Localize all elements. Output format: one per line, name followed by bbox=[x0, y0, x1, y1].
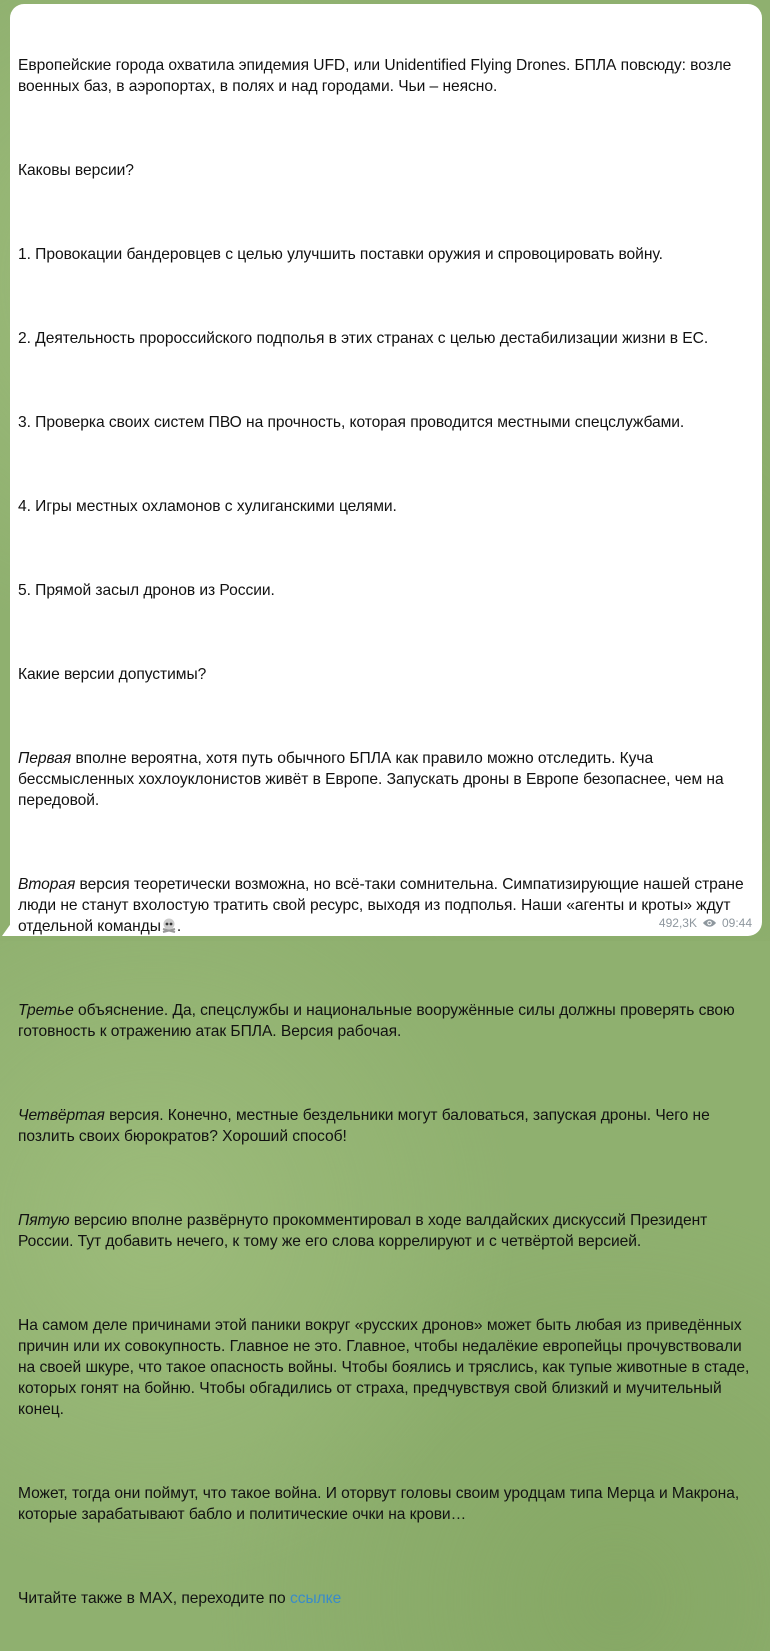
paragraph-tail: . bbox=[176, 918, 182, 935]
paragraph bbox=[18, 412, 752, 433]
message-text bbox=[18, 13, 752, 1651]
paragraph bbox=[18, 1588, 752, 1609]
message-bubble bbox=[10, 4, 762, 1607]
paragraph bbox=[18, 1105, 752, 1147]
paragraph-text: 2. Деятельность пророссийского подполья в этих странах с целью дестабилизации жизни в ЕС. bbox=[18, 330, 709, 347]
paragraph bbox=[18, 160, 752, 181]
italic-lead: Вторая bbox=[18, 876, 76, 893]
paragraph-text: версия. Конечно, местные бездельники могут баловаться, запуская дроны. Чего не позлить своих бюрократов? Хороший способ! bbox=[18, 1107, 714, 1145]
paragraph bbox=[18, 1000, 752, 1042]
paragraph-text: версия теоретически возможна, но всё-таки сомнительна. Симпатизирующие нашей стране люди не станут вхолостую тратить свой ресурс, выходя из подполья. Наши «агенты и кроты» ждут отдельной команды bbox=[18, 876, 748, 935]
paragraph-text: Европейские города охватила эпидемия UFD, или Unidentified Flying Drones. БПЛА повсюду: возле военных баз, в аэропортах, в полях и над городами. Чьи – неясно. bbox=[18, 57, 736, 95]
paragraph bbox=[18, 328, 752, 349]
paragraph-text: 1. Провокации бандеровцев с целью улучшить поставки оружия и спровоцировать войну. bbox=[18, 246, 663, 263]
paragraph bbox=[18, 55, 752, 97]
skull-crossbones-icon bbox=[161, 917, 177, 933]
paragraph bbox=[18, 874, 752, 937]
paragraph bbox=[18, 496, 752, 517]
paragraph bbox=[18, 1210, 752, 1252]
paragraph bbox=[18, 244, 752, 265]
paragraph-text: версию вполне развёрнуто прокомментировал в ходе валдайских дискуссий Президент России. Тут добавить нечего, к тому же его слова коррелируют и с четвёртой версией. bbox=[18, 1212, 712, 1250]
message-time: 09:44 bbox=[721, 916, 752, 930]
italic-lead: Пятую bbox=[18, 1212, 70, 1229]
paragraph-text: 3. Проверка своих систем ПВО на прочность, которая проводится местными спецслужбами. bbox=[18, 414, 685, 431]
paragraph-text: Читайте также в MAX, переходите по bbox=[18, 1590, 290, 1607]
eye-icon bbox=[702, 918, 717, 928]
paragraph bbox=[18, 748, 752, 811]
italic-lead: Первая bbox=[18, 750, 72, 767]
italic-lead: Четвёртая bbox=[18, 1107, 105, 1124]
read-more-link[interactable]: ссылке bbox=[289, 1590, 342, 1607]
views-count: 492,3K bbox=[658, 916, 697, 930]
paragraph-text: 5. Прямой засыл дронов из России. bbox=[18, 582, 275, 599]
paragraph bbox=[18, 1315, 752, 1420]
italic-lead: Третье bbox=[18, 1002, 74, 1019]
paragraph-text: объяснение. Да, спецслужбы и национальные вооружённые силы должны проверять свою готовность к отражению атак БПЛА. Версия рабочая. bbox=[18, 1002, 739, 1040]
message-meta bbox=[659, 916, 752, 930]
paragraph-text: Какие версии допустимы? bbox=[18, 666, 207, 683]
paragraph bbox=[18, 580, 752, 601]
paragraph-text: 4. Игры местных охламонов с хулиганскими целями. bbox=[18, 498, 397, 515]
paragraph bbox=[18, 664, 752, 685]
paragraph-text: вполне вероятна, хотя путь обычного БПЛА как правило можно отследить. Куча бессмысленных хохлоуклонистов живёт в Европе. Запускать дроны в Европе безопаснее, чем на передовой. bbox=[18, 750, 728, 809]
paragraph-text: На самом деле причинами этой паники вокруг «русских дронов» может быть любая из приведённых причин или их совокупность. Главное не это. Главное, чтобы недалёкие европейцы прочувствовали на своей шкуре, что такое опасность войны. Чтобы боялись и тряслись, как тупые животные в стаде, которых гонят на бойню. Чтобы обгадились от страха, предчувствуя свой близкий и мучительный конец. bbox=[18, 1317, 754, 1418]
paragraph-text: Каковы версии? bbox=[18, 162, 134, 179]
paragraph-text: Может, тогда они поймут, что такое война. И оторвут головы своим уродцам типа Мерца и Макрона, которые зарабатывают бабло и политические очки на крови… bbox=[18, 1485, 744, 1523]
paragraph bbox=[18, 1483, 752, 1525]
